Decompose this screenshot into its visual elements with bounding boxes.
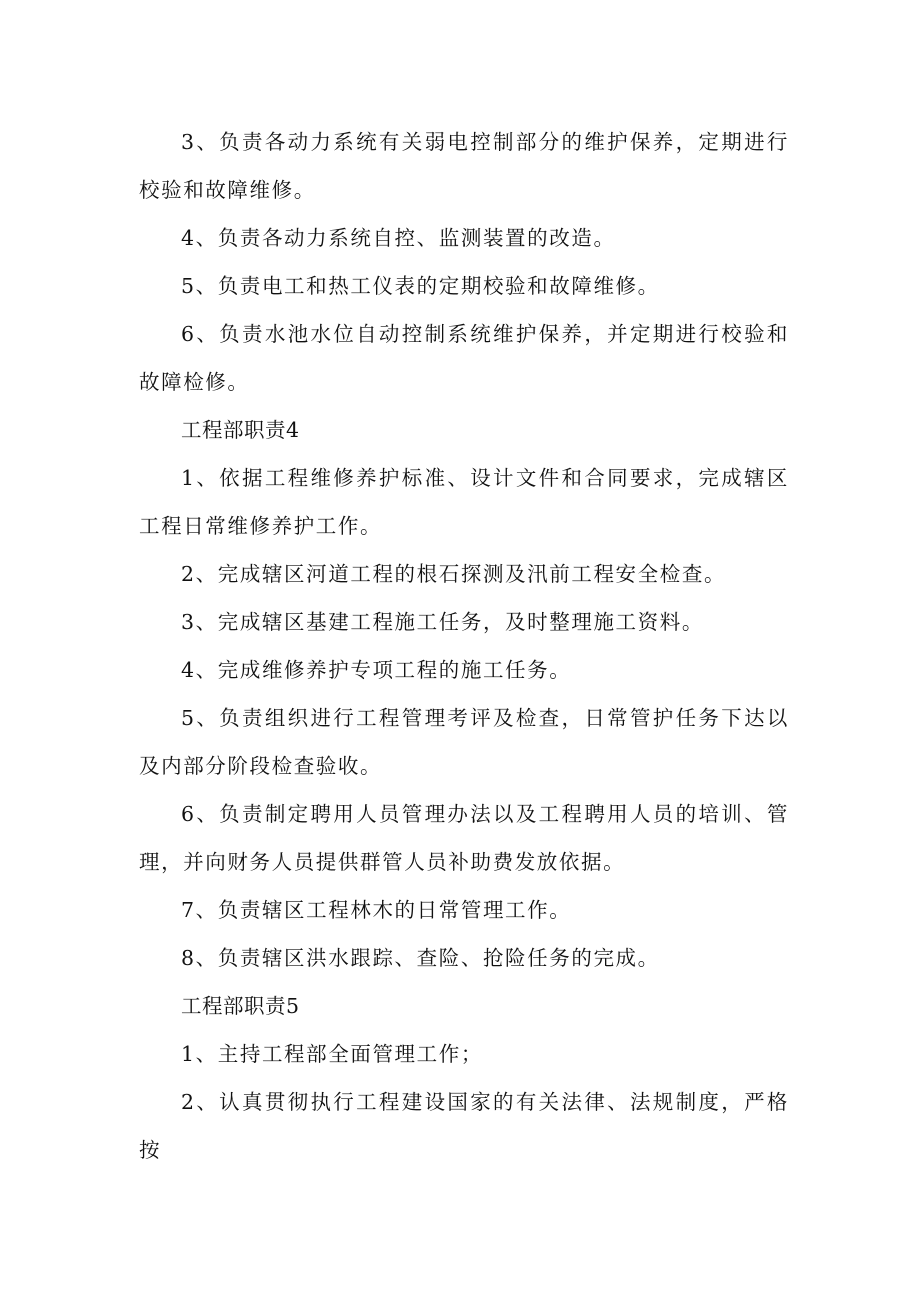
paragraph-item-3-weak-current: 3、负责各动力系统有关弱电控制部分的维护保养，定期进行校验和故障维修。 [139, 130, 789, 202]
section-heading-duties-4: 工程部职责4 [181, 418, 300, 442]
paragraph-item-6-water-level: 6、负责水池水位自动控制系统维护保养，并定期进行校验和故障检修。 [139, 322, 789, 394]
paragraph-item-4-automation: 4、负责各动力系统自控、监测装置的改造。 [181, 226, 616, 250]
paragraph-duty4-item-2: 2、完成辖区河道工程的根石探测及汛前工程安全检查。 [181, 562, 727, 586]
paragraph-duty5-item-1: 1、主持工程部全面管理工作； [181, 1042, 483, 1066]
paragraph-duty4-item-3: 3、完成辖区基建工程施工任务，及时整理施工资料。 [181, 610, 704, 634]
paragraph-duty4-item-4: 4、完成维修养护专项工程的施工任务。 [181, 658, 572, 682]
paragraph-item-5-instruments: 5、负责电工和热工仪表的定期校验和故障维修。 [181, 274, 660, 298]
paragraph-duty4-item-6: 6、负责制定聘用人员管理办法以及工程聘用人员的培训、管理，并向财务人员提供群管人员补助费发放依据。 [139, 802, 789, 874]
paragraph-duty4-item-5: 5、负责组织进行工程管理考评及检查，日常管护任务下达以及内部分阶段检查验收。 [139, 706, 789, 778]
paragraph-duty5-item-2: 2、认真贯彻执行工程建设国家的有关法律、法规制度，严格按 [139, 1090, 789, 1162]
section-heading-duties-5: 工程部职责5 [181, 994, 300, 1018]
paragraph-duty4-item-1: 1、依据工程维修养护标准、设计文件和合同要求，完成辖区工程日常维修养护工作。 [139, 466, 789, 538]
paragraph-duty4-item-8: 8、负责辖区洪水跟踪、查险、抢险任务的完成。 [181, 946, 660, 970]
paragraph-duty4-item-7: 7、负责辖区工程林木的日常管理工作。 [181, 898, 572, 922]
document-body [139, 118, 789, 1174]
